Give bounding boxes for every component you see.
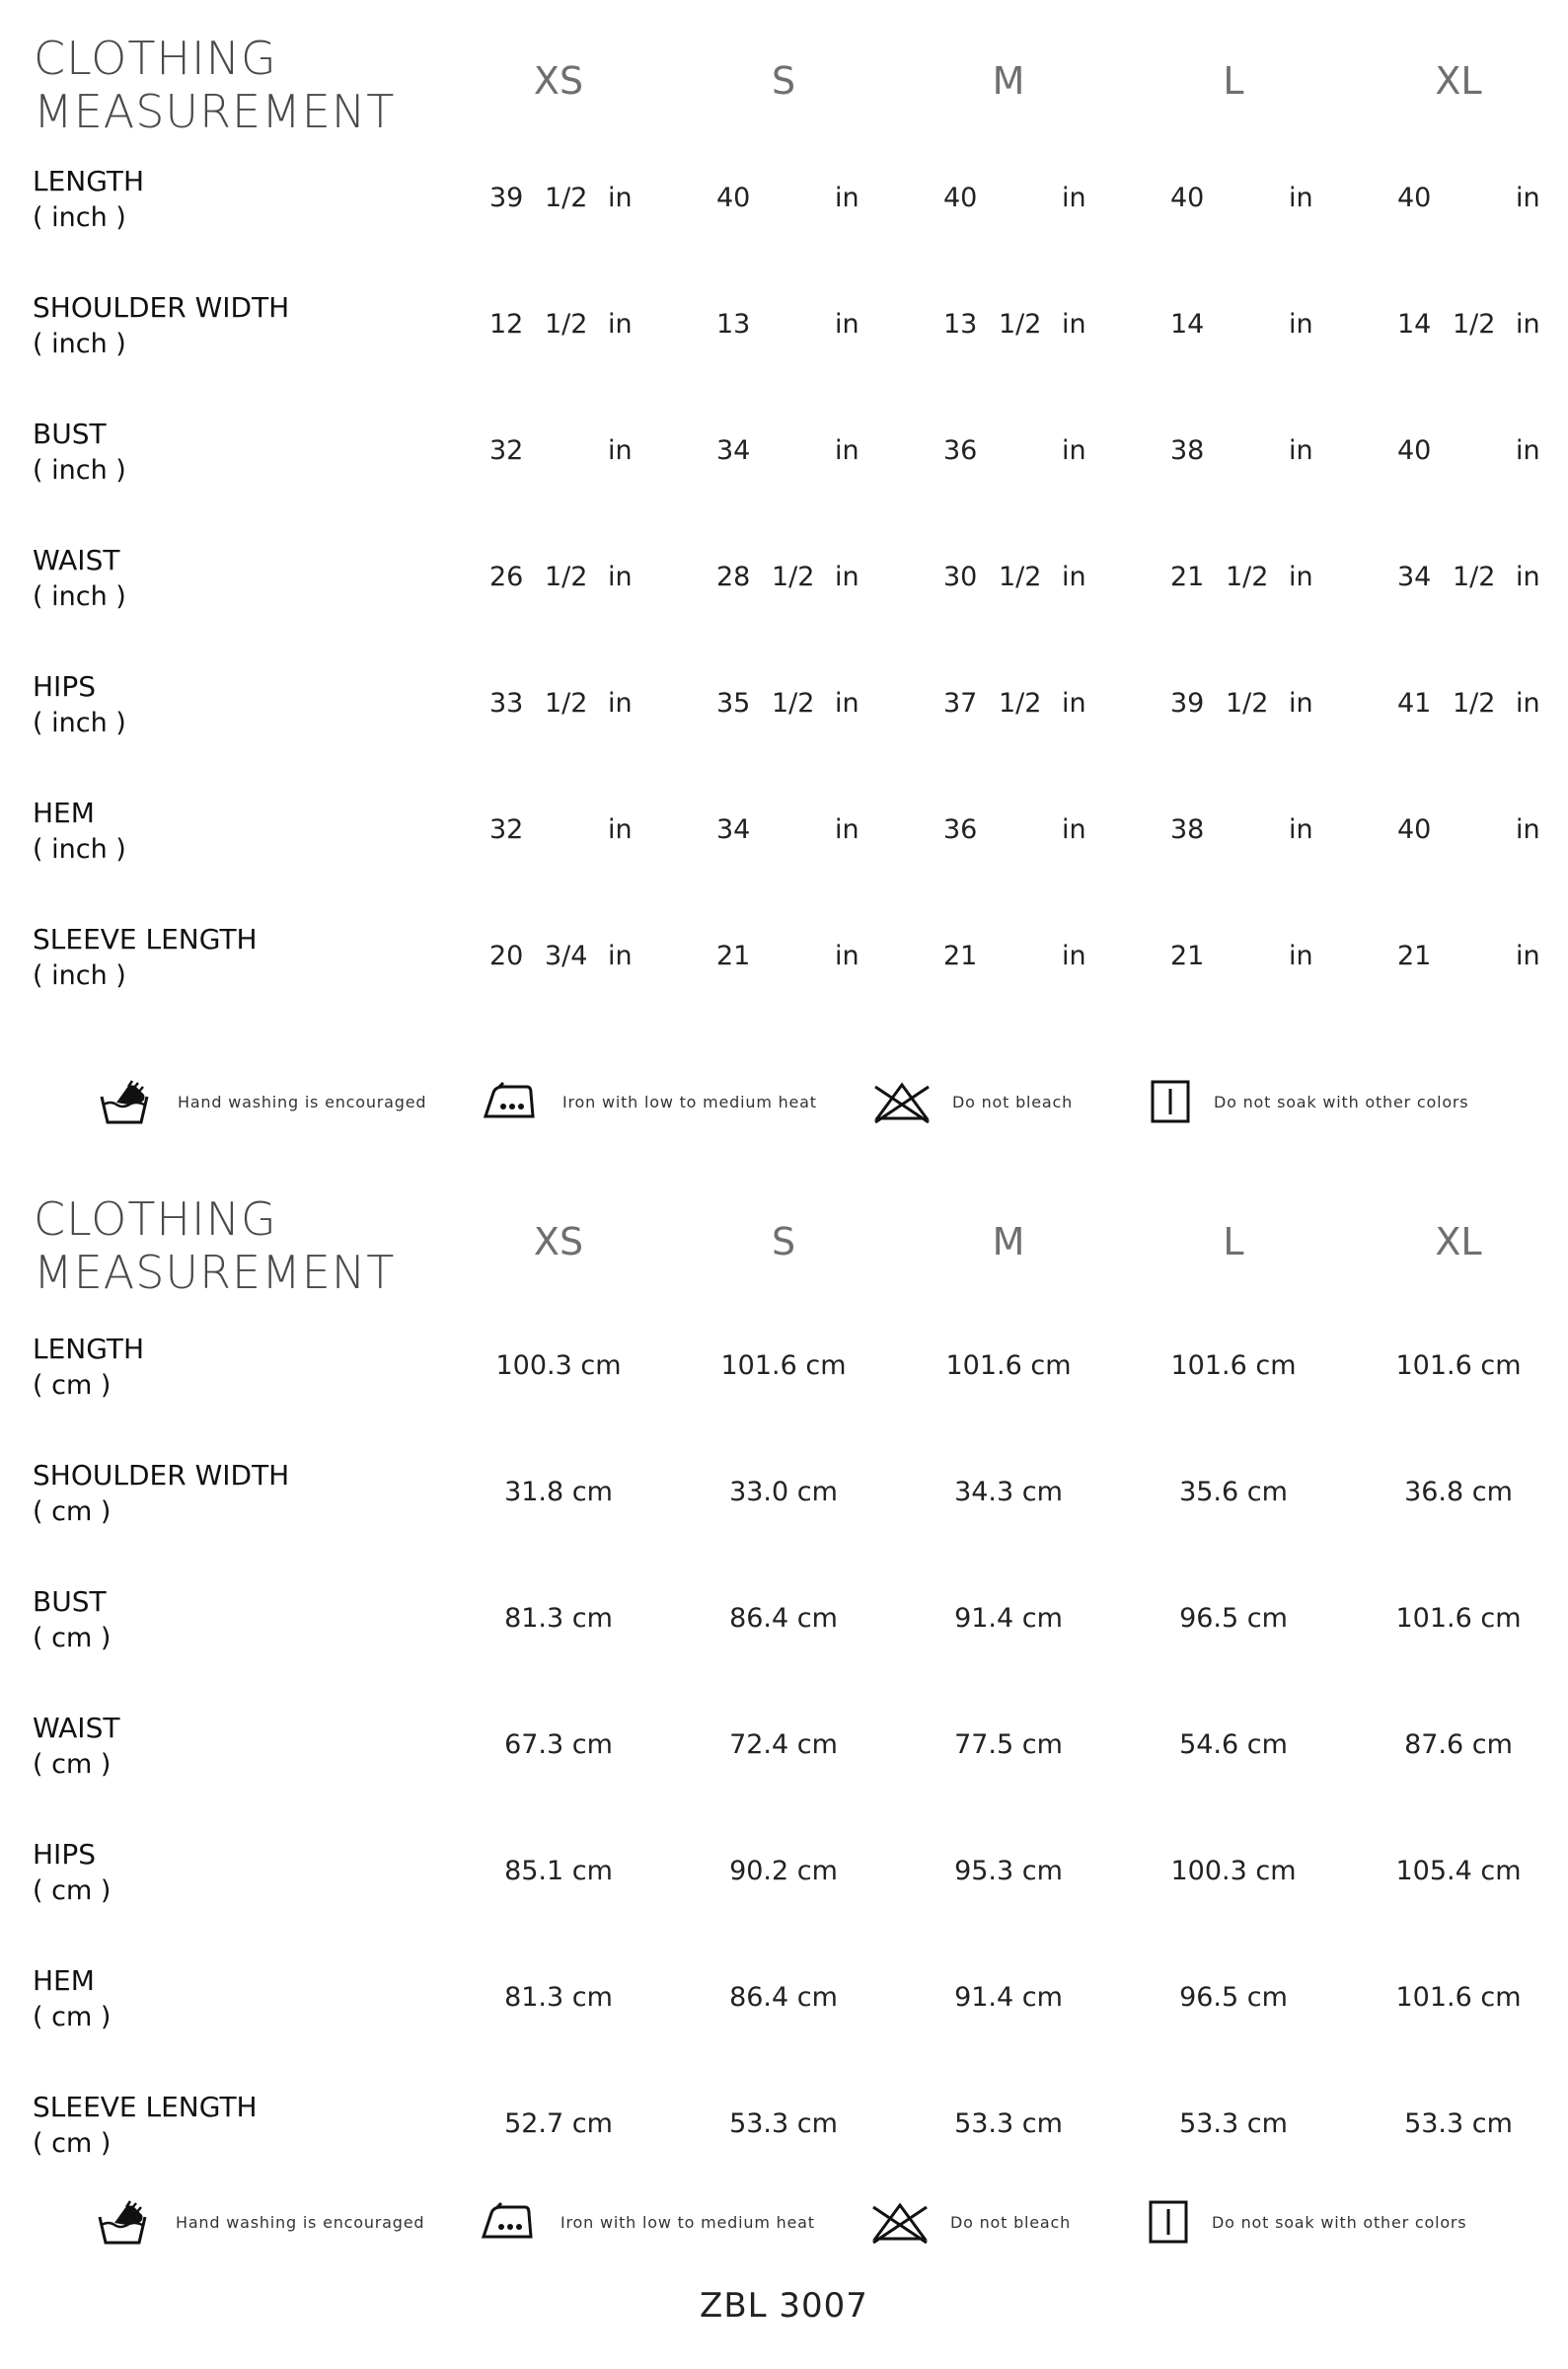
table-cell: 95.3 cm bbox=[954, 1856, 1063, 1886]
cell-unit: in bbox=[608, 941, 633, 971]
measurement-label bbox=[33, 1331, 144, 1404]
size-header-xl: XL bbox=[1435, 1220, 1482, 1263]
cell-number: 34 bbox=[716, 814, 751, 845]
cell-number: 26 bbox=[489, 562, 524, 592]
cell-number: 21 bbox=[716, 941, 751, 971]
cell-number: 21 bbox=[1170, 941, 1205, 971]
measurement-unit: ( cm ) bbox=[33, 1370, 112, 1401]
cell-number: 14 bbox=[1170, 309, 1205, 340]
cell-unit: in bbox=[835, 562, 859, 592]
measurement-unit: ( inch ) bbox=[33, 834, 126, 865]
care-text: Iron with low to medium heat bbox=[562, 1093, 817, 1111]
table-cell: 34.3 cm bbox=[954, 1477, 1063, 1507]
measurement-unit: ( cm ) bbox=[33, 2002, 112, 2032]
cell-unit: in bbox=[1516, 688, 1540, 719]
table-cell: 54.6 cm bbox=[1179, 1729, 1288, 1760]
measurement-name: BUST bbox=[33, 418, 107, 450]
care-text: Do not bleach bbox=[950, 2213, 1072, 2232]
cell-unit: in bbox=[608, 309, 633, 340]
table-cell: 91.4 cm bbox=[954, 1603, 1063, 1634]
cell-unit: in bbox=[1516, 941, 1540, 971]
table-cell: 67.3 cm bbox=[504, 1729, 613, 1760]
cell-fraction: 1/2 bbox=[772, 562, 815, 592]
cell-number: 39 bbox=[489, 183, 524, 213]
cell-unit: in bbox=[1062, 309, 1086, 340]
table-cell: 72.4 cm bbox=[729, 1729, 838, 1760]
size-header-s: S bbox=[771, 59, 796, 103]
cell-number: 40 bbox=[1397, 435, 1432, 466]
cell-fraction: 1/2 bbox=[545, 183, 588, 213]
care-text: Hand washing is encouraged bbox=[178, 1093, 427, 1111]
size-header-l: L bbox=[1223, 59, 1244, 103]
cell-unit: in bbox=[1062, 562, 1086, 592]
table-row bbox=[0, 1457, 1568, 1575]
table-row bbox=[0, 163, 1568, 281]
size-header-m: M bbox=[992, 59, 1025, 103]
cell-unit: in bbox=[1289, 688, 1313, 719]
cell-fraction: 1/2 bbox=[1453, 688, 1496, 719]
table-cell: 86.4 cm bbox=[729, 1982, 838, 2013]
cell-unit: in bbox=[608, 688, 633, 719]
cell-fraction: 3/4 bbox=[545, 941, 588, 971]
size-header-xs: XS bbox=[533, 1220, 584, 1263]
cell-fraction: 1/2 bbox=[772, 688, 815, 719]
iron-low-heat-icon bbox=[480, 2199, 537, 2245]
measurement-name: BUST bbox=[33, 1585, 107, 1618]
cell-number: 14 bbox=[1397, 309, 1432, 340]
cell-number: 38 bbox=[1170, 814, 1205, 845]
table-row bbox=[0, 2089, 1568, 2207]
table-cell: 85.1 cm bbox=[504, 1856, 613, 1886]
care-text: Do not soak with other colors bbox=[1212, 2213, 1467, 2232]
cell-unit: in bbox=[1516, 435, 1540, 466]
measurement-label bbox=[33, 1457, 289, 1530]
cell-unit: in bbox=[1516, 183, 1540, 213]
measurement-label bbox=[33, 163, 144, 236]
cell-number: 21 bbox=[1170, 562, 1205, 592]
cell-unit: in bbox=[1062, 435, 1086, 466]
cell-number: 34 bbox=[1397, 562, 1432, 592]
care-text: Hand washing is encouraged bbox=[176, 2213, 425, 2232]
cell-fraction: 1/2 bbox=[1226, 562, 1269, 592]
table-cell: 53.3 cm bbox=[1404, 2108, 1513, 2139]
cell-number: 37 bbox=[943, 688, 978, 719]
cell-unit: in bbox=[835, 814, 859, 845]
cell-number: 40 bbox=[716, 183, 751, 213]
table-cell: 100.3 cm bbox=[495, 1350, 622, 1381]
table-cell: 96.5 cm bbox=[1179, 1982, 1288, 2013]
cell-number: 33 bbox=[489, 688, 524, 719]
measurement-label bbox=[33, 1710, 119, 1783]
table-cell: 36.8 cm bbox=[1404, 1477, 1513, 1507]
cell-number: 32 bbox=[489, 814, 524, 845]
hand-wash-icon bbox=[99, 1079, 152, 1128]
measurement-unit: ( inch ) bbox=[33, 708, 126, 738]
cell-number: 34 bbox=[716, 435, 751, 466]
table-cell: 31.8 cm bbox=[504, 1477, 613, 1507]
table-cell: 81.3 cm bbox=[504, 1603, 613, 1634]
measurement-unit: ( inch ) bbox=[33, 455, 126, 486]
cell-number: 40 bbox=[1397, 814, 1432, 845]
care-text: Iron with low to medium heat bbox=[560, 2213, 815, 2232]
cell-fraction: 1/2 bbox=[545, 309, 588, 340]
table-cell: 101.6 cm bbox=[1395, 1603, 1522, 1634]
measurement-name: LENGTH bbox=[33, 1333, 145, 1365]
cell-unit: in bbox=[835, 941, 859, 971]
cell-number: 12 bbox=[489, 309, 524, 340]
table-row bbox=[0, 542, 1568, 660]
care-instructions bbox=[0, 1071, 1568, 1140]
section-title: CLOTHING MEASUREMENT bbox=[34, 32, 396, 138]
table-cell: 90.2 cm bbox=[729, 1856, 838, 1886]
iron-low-heat-icon bbox=[482, 1079, 539, 1124]
measurement-name: HIPS bbox=[33, 670, 96, 703]
measurement-label bbox=[33, 2089, 258, 2162]
cell-number: 13 bbox=[716, 309, 751, 340]
cell-number: 35 bbox=[716, 688, 751, 719]
cell-unit: in bbox=[835, 435, 859, 466]
measurement-unit: ( inch ) bbox=[33, 581, 126, 612]
measurement-unit: ( cm ) bbox=[33, 1496, 112, 1527]
no-bleach-icon bbox=[871, 1079, 933, 1124]
size-header-xl: XL bbox=[1435, 59, 1482, 103]
measurement-label bbox=[33, 1962, 111, 2035]
cell-fraction: 1/2 bbox=[1453, 562, 1496, 592]
measurement-label bbox=[33, 416, 126, 489]
cell-unit: in bbox=[1289, 814, 1313, 845]
table-cell: 53.3 cm bbox=[729, 2108, 838, 2139]
cell-number: 20 bbox=[489, 941, 524, 971]
cell-unit: in bbox=[608, 435, 633, 466]
do-not-soak-icon bbox=[1148, 2199, 1189, 2245]
table-cell: 101.6 cm bbox=[720, 1350, 847, 1381]
measurement-unit: ( cm ) bbox=[33, 2128, 112, 2159]
cell-unit: in bbox=[1062, 183, 1086, 213]
table-cell: 100.3 cm bbox=[1170, 1856, 1297, 1886]
cell-unit: in bbox=[1062, 688, 1086, 719]
table-cell: 101.6 cm bbox=[1395, 1350, 1522, 1381]
table-cell: 87.6 cm bbox=[1404, 1729, 1513, 1760]
measurement-unit: ( inch ) bbox=[33, 329, 126, 359]
measurement-name: WAIST bbox=[33, 544, 120, 576]
table-cell: 96.5 cm bbox=[1179, 1603, 1288, 1634]
cell-number: 21 bbox=[1397, 941, 1432, 971]
measurement-label bbox=[33, 795, 126, 868]
measurement-name: HIPS bbox=[33, 1838, 96, 1871]
cell-fraction: 1/2 bbox=[1453, 309, 1496, 340]
table-cell: 81.3 cm bbox=[504, 1982, 613, 2013]
cell-fraction: 1/2 bbox=[545, 688, 588, 719]
cell-number: 32 bbox=[489, 435, 524, 466]
measurement-unit: ( cm ) bbox=[33, 1875, 112, 1906]
table-cell: 35.6 cm bbox=[1179, 1477, 1288, 1507]
care-instructions bbox=[0, 2191, 1568, 2260]
cell-number: 36 bbox=[943, 435, 978, 466]
measurement-name: LENGTH bbox=[33, 165, 145, 197]
cell-unit: in bbox=[1289, 183, 1313, 213]
cell-number: 36 bbox=[943, 814, 978, 845]
cell-unit: in bbox=[1516, 562, 1540, 592]
measurement-name: HEM bbox=[33, 1964, 95, 1997]
cell-unit: in bbox=[835, 183, 859, 213]
table-cell: 91.4 cm bbox=[954, 1982, 1063, 2013]
table-row bbox=[0, 1331, 1568, 1449]
cell-unit: in bbox=[608, 183, 633, 213]
cell-unit: in bbox=[1062, 814, 1086, 845]
measurement-label bbox=[33, 668, 126, 741]
cell-number: 40 bbox=[1170, 183, 1205, 213]
measurement-name: WAIST bbox=[33, 1712, 120, 1744]
cell-fraction: 1/2 bbox=[999, 562, 1042, 592]
measurement-label bbox=[33, 921, 258, 994]
size-header-l: L bbox=[1223, 1220, 1244, 1263]
table-cell: 86.4 cm bbox=[729, 1603, 838, 1634]
table-row bbox=[0, 1962, 1568, 2081]
measurement-unit: ( inch ) bbox=[33, 202, 126, 233]
size-header-m: M bbox=[992, 1220, 1025, 1263]
table-row bbox=[0, 416, 1568, 534]
table-row bbox=[0, 921, 1568, 1039]
table-row bbox=[0, 1836, 1568, 1954]
table-row bbox=[0, 289, 1568, 408]
table-row bbox=[0, 1710, 1568, 1828]
measurement-name: HEM bbox=[33, 797, 95, 829]
cell-number: 40 bbox=[1397, 183, 1432, 213]
cell-number: 28 bbox=[716, 562, 751, 592]
cell-unit: in bbox=[1289, 435, 1313, 466]
cell-number: 39 bbox=[1170, 688, 1205, 719]
cell-unit: in bbox=[608, 814, 633, 845]
measurement-label bbox=[33, 1836, 111, 1909]
cell-unit: in bbox=[608, 562, 633, 592]
cell-unit: in bbox=[835, 309, 859, 340]
measurement-unit: ( cm ) bbox=[33, 1749, 112, 1780]
cell-number: 30 bbox=[943, 562, 978, 592]
cell-number: 13 bbox=[943, 309, 978, 340]
care-text: Do not bleach bbox=[952, 1093, 1074, 1111]
product-code: ZBL 3007 bbox=[700, 2286, 868, 2326]
cell-number: 38 bbox=[1170, 435, 1205, 466]
table-cell: 77.5 cm bbox=[954, 1729, 1063, 1760]
cell-fraction: 1/2 bbox=[999, 309, 1042, 340]
table-cell: 101.6 cm bbox=[1395, 1982, 1522, 2013]
measurement-label bbox=[33, 289, 289, 362]
measurement-name: SLEEVE LENGTH bbox=[33, 2091, 258, 2123]
cell-unit: in bbox=[1289, 941, 1313, 971]
no-bleach-icon bbox=[869, 2199, 931, 2245]
cell-fraction: 1/2 bbox=[1226, 688, 1269, 719]
table-cell: 53.3 cm bbox=[1179, 2108, 1288, 2139]
cell-fraction: 1/2 bbox=[545, 562, 588, 592]
table-cell: 101.6 cm bbox=[1170, 1350, 1297, 1381]
table-cell: 105.4 cm bbox=[1395, 1856, 1522, 1886]
cell-unit: in bbox=[1516, 814, 1540, 845]
hand-wash-icon bbox=[97, 2199, 150, 2249]
measurement-label bbox=[33, 1583, 111, 1656]
table-cell: 52.7 cm bbox=[504, 2108, 613, 2139]
care-text: Do not soak with other colors bbox=[1214, 1093, 1469, 1111]
cell-number: 41 bbox=[1397, 688, 1432, 719]
table-cell: 53.3 cm bbox=[954, 2108, 1063, 2139]
cell-number: 40 bbox=[943, 183, 978, 213]
table-row bbox=[0, 668, 1568, 787]
table-row bbox=[0, 795, 1568, 913]
table-row bbox=[0, 1583, 1568, 1702]
cell-unit: in bbox=[1062, 941, 1086, 971]
table-cell: 33.0 cm bbox=[729, 1477, 838, 1507]
measurement-name: SLEEVE LENGTH bbox=[33, 923, 258, 955]
cell-number: 21 bbox=[943, 941, 978, 971]
measurement-name: SHOULDER WIDTH bbox=[33, 1459, 290, 1491]
size-header-xs: XS bbox=[533, 59, 584, 103]
measurement-unit: ( inch ) bbox=[33, 960, 126, 991]
measurement-unit: ( cm ) bbox=[33, 1623, 112, 1653]
size-header-s: S bbox=[771, 1220, 796, 1263]
table-cell: 101.6 cm bbox=[945, 1350, 1072, 1381]
cell-unit: in bbox=[1516, 309, 1540, 340]
measurement-label bbox=[33, 542, 126, 615]
section-title: CLOTHING MEASUREMENT bbox=[34, 1192, 396, 1299]
do-not-soak-icon bbox=[1150, 1079, 1191, 1124]
measurement-name: SHOULDER WIDTH bbox=[33, 291, 290, 324]
cell-unit: in bbox=[1289, 562, 1313, 592]
cell-unit: in bbox=[835, 688, 859, 719]
cell-fraction: 1/2 bbox=[999, 688, 1042, 719]
cell-unit: in bbox=[1289, 309, 1313, 340]
